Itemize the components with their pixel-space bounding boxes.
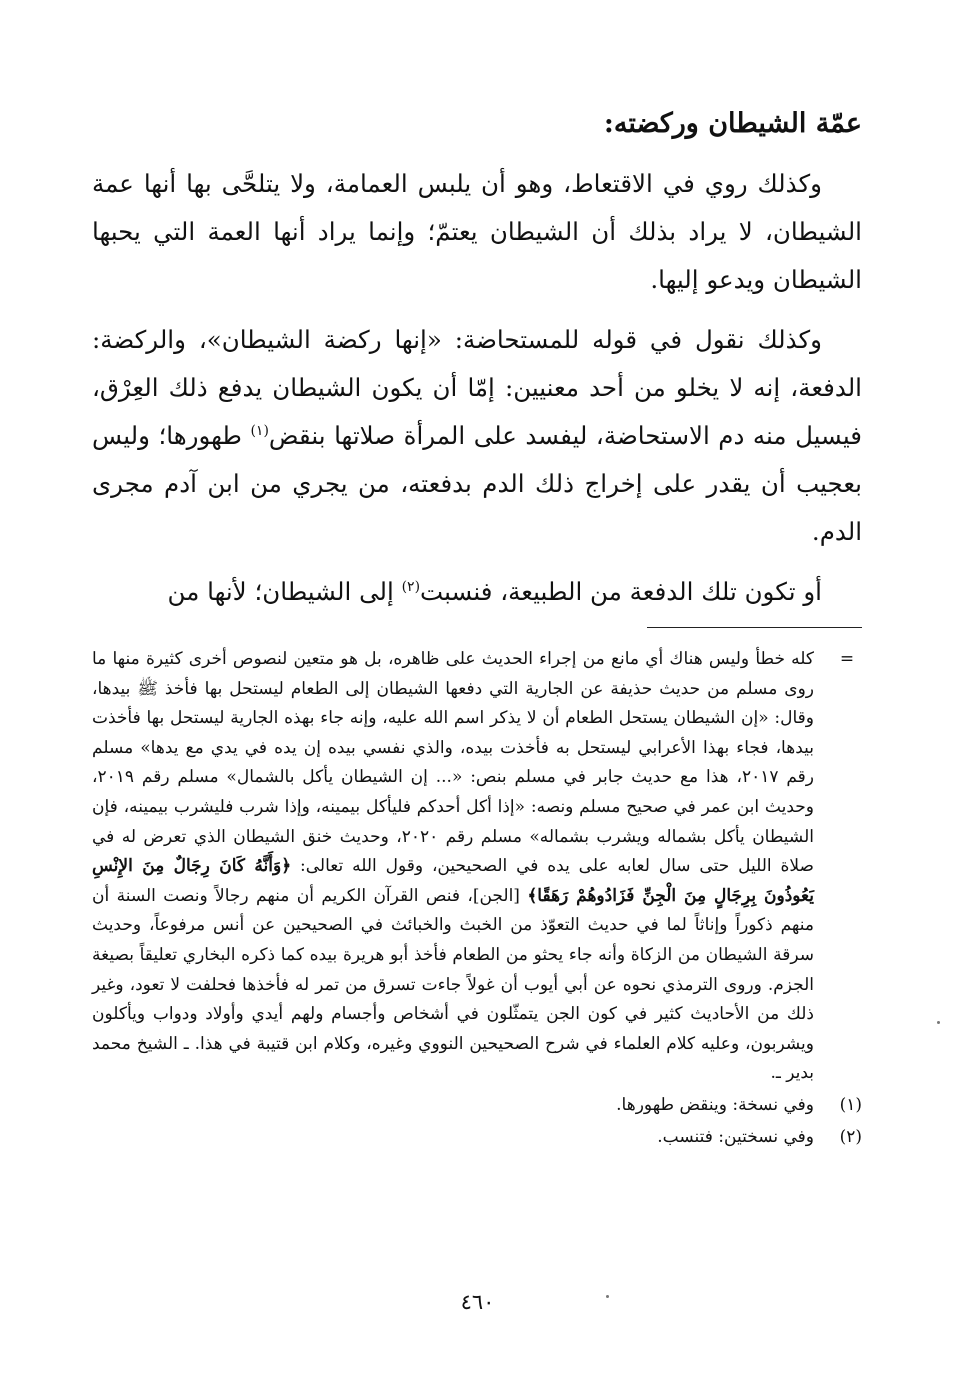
footnote-2-number: (٢) (839, 1126, 862, 1147)
footnote-2-text: وفي نسختين: فتنسب. (657, 1126, 814, 1147)
footnote-2 (92, 1123, 862, 1153)
scan-speck (606, 1295, 609, 1298)
paragraph-3-text-after: إلى الشيطان؛ لأنها من (167, 577, 402, 606)
continuation-text-after: [الجن]، فنص القرآن الكريم أن منهم رجالاً ونصت السنة أن منهم ذكوراً وإناثاً لما في حديث التعوّذ من الخبث والخبائث في الصحيحين عن أنس مرفوعاً، وحديث سرقة الشيطان من الزكاة وأنه جاء يحثو من الطعام فأخذ أبو هريرة بيده كما ذكره البخاري تعليقاً بصيغة الجزم. وروى الترمذي نحوه عن أبي أيوب أن غولاً جاءت تسرق من تمر له فأخذها فحلفت لا تعود، وغير ذلك من الأحاديث كثير في كون الجن يتمثّلون في أشخاص وأجسام ولهم أيدي وأولاد ودواب ويأكلون ويشربون، وعليه كلام العلماء في شرح الصحيحين النووي وغيره، وكلام ابن قتيبة في هذا. ـ الشيخ محمد بدير ـ. (92, 885, 814, 1084)
continuation-text-before: كله خطأ وليس هناك أي مانع من إجراء الحديث على ظاهره، بل هو متعين لنصوص أخرى كثيرة منها ما روى مسلم من حديث حذيفة عن الجارية التي دفعها الشيطان إلى الطعام ليستحل بها فأخذ ﷺ بيدها، وقال: «إن الشيطان يستحل الطعام أن لا يذكر اسم الله عليه، وإنه جاء بهذه الجارية ليستحل بها فأخذت بيدها، فجاء بهذا الأعرابي ليستحل به فأخذت بيده، والذي نفسي بيده إن يده في يدي مع يدها» مسلم رقم ٢٠١٧، هذا مع حديث جابر في مسلم بنص: «... إن الشيطان يأكل بالشمال» مسلم رقم ٢٠١٩، وحديث ابن عمر في صحيح مسلم ونصه: «إذا أكل أحدكم فليأكل بيمينه، وإذا شرب فليشرب بيمينه، فإن الشيطان يأكل بشماله ويشرب بشماله» مسلم رقم ٢٠٢٠، وحديث خنق الشيطان الذي تعرض له في صلاة الليل حتى سال لعابه على يده في الصحيحين، وقول الله تعالى: (92, 649, 815, 877)
continuation-marker: = (839, 649, 855, 669)
footnote-1 (92, 1091, 862, 1121)
paragraph-1 (92, 160, 862, 304)
main-text (92, 100, 862, 616)
scan-speck (937, 1021, 940, 1024)
footnotes-section (92, 645, 862, 1152)
paragraph-3-text-before: أو تكون تلك الدفعة من الطبيعة، فنسبت (420, 577, 822, 606)
section-heading: عمّة الشيطان وركضته: (603, 108, 862, 139)
paragraph-1-text: وكذلك روي في الاقتعاط، وهو أن يلبس العمامة، ولا يتلحَّى بها أنها عمة الشيطان، لا يراد بذلك أن الشيطان يعتمّ؛ وإنما يراد أنها العمة التي يحبها الشيطان ويدعو إليها. (92, 169, 862, 294)
footnote-continuation (92, 645, 862, 1089)
footnote-1-number: (١) (839, 1094, 862, 1115)
page-number: ٤٦٠ (460, 1290, 495, 1314)
paragraph-2-text-before: وكذلك نقول في قوله للمستحاضة: «إنها ركضة الشيطان»، والركضة: الدفعة، إنه لا يخلو من أحد معنيين: إمّا أن يكون الشيطان يدفع ذلك العِرْق، فيسيل منه دم الاستحاضة، ليفسد على المرأة صلاتها بنقض (92, 325, 862, 450)
quran-verse: ﴿وَأَنَّهُ كَانَ رِجَالٌ مِنَ الإِنْسِ يَعُوذُونَ بِرِجَالٍ مِنَ الْجِنِّ فَزَادُوهُمْ رَهَقًا﴾ (92, 856, 814, 906)
paragraph-3 (92, 568, 862, 616)
paragraph-2 (92, 316, 862, 556)
footnote-1-text: وفي نسخة: وينقض طهورها. (616, 1094, 814, 1115)
footnote-marker-2[interactable]: (٢) (401, 578, 421, 595)
paragraph-2-text-after: طهورها؛ وليس بعجيب أن يقدر على إخراج ذلك الدم بدفعته، من يجري من ابن آدم مجرى الدم. (92, 421, 862, 546)
footnote-separator (647, 627, 862, 628)
footnote-marker-1[interactable]: (١) (250, 422, 269, 439)
